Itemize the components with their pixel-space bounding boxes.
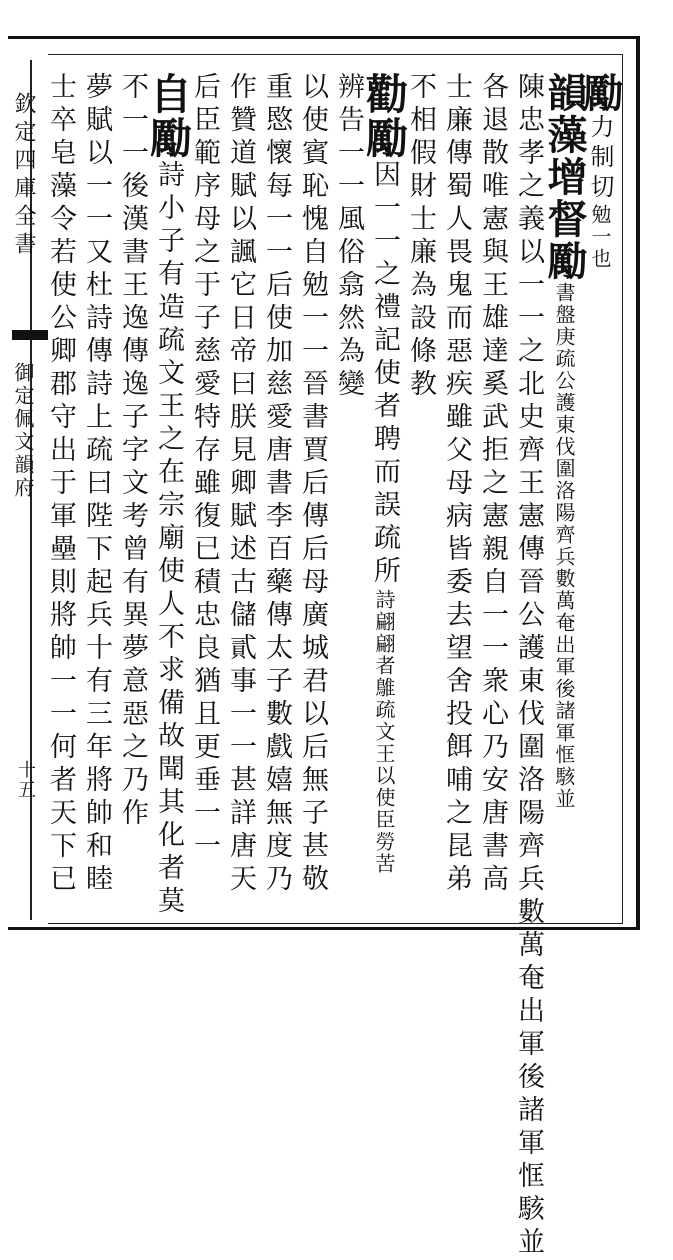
text-column	[256, 72, 296, 922]
book-subtitle: 御定佩文韻府	[11, 362, 35, 500]
text-column	[400, 72, 440, 922]
entry-heading: 自勵	[144, 72, 193, 160]
text-column	[112, 72, 152, 922]
column-text: 后臣範序母之于子慈愛特存雖復已積忠良猶且更垂一一	[189, 72, 220, 864]
text-column	[144, 72, 193, 922]
column-text: 夢賦以一一又杜詩傳詩上疏曰陛下起兵十有三年將帥和睦	[81, 72, 112, 897]
text-column	[541, 72, 588, 922]
text-column	[184, 72, 224, 922]
text-column	[472, 72, 512, 922]
text-column	[328, 72, 368, 922]
text-column	[292, 72, 332, 922]
column-text: 陳忠孝之義以一一之北史齊王憲傳晉公護東伐圍洛陽齊兵數萬奄出軍後諸軍恇駭並	[513, 72, 544, 1260]
column-text: 各退散唯憲與王雄達奚武拒之憲親自一一衆心乃安唐書高	[477, 72, 508, 897]
entry-heading: 勵	[577, 72, 624, 114]
column-text: 力制切	[586, 114, 614, 204]
text-column	[436, 72, 476, 922]
column-text: 以使賓恥愧自勉一一晉書賈后傳后母廣城君以后無子甚敬	[297, 72, 328, 897]
column-text: 士卒皂藻令若使公卿郡守出于軍壘則將帥一一何者天下已	[45, 72, 76, 897]
column-text: 不相假財士廉為設條教	[405, 72, 436, 402]
page-number: 十五	[15, 760, 36, 800]
column-text: 不一一後漢書王逸傳逸子字文考曾有異夢意惡之乃作	[117, 72, 148, 831]
annotation-text: 詩翩翩者鵻疏文王以使臣勞苦	[372, 589, 396, 875]
text-column	[508, 72, 548, 1260]
entry-heading: 韻藻增督勵	[541, 72, 588, 282]
text-column	[76, 72, 116, 922]
column-text: 因一一之禮記使者聘而誤疏所	[369, 160, 400, 589]
annotation-text: 勉一也	[588, 204, 612, 270]
book-title: 欽定四庫全書	[11, 92, 36, 260]
column-text: 重愍懷每一一后使加慈愛唐書李百藥傳太子數戲嬉無度乃	[261, 72, 292, 897]
entry-heading: 勸勵	[360, 72, 409, 160]
annotation-text: 書盤庚疏公護東伐圍洛陽齊兵數萬奄出軍後諸軍恇駭並	[552, 282, 576, 810]
text-column	[360, 72, 409, 922]
column-text: 士廉傳蜀人畏鬼而惡疾雖父母病皆委去望舍投餌哺之昆弟	[441, 72, 472, 897]
text-column	[40, 72, 80, 922]
column-text: 辨告一一風俗翕然為變	[333, 72, 364, 402]
column-text: 詩小子有造疏文王之在宗廟使人不求備故聞其化者莫	[153, 160, 184, 919]
column-text: 作贊道賦以諷它日帝曰朕見卿賦述古儲貳事一一甚詳唐天	[225, 72, 256, 897]
text-column	[220, 72, 260, 922]
